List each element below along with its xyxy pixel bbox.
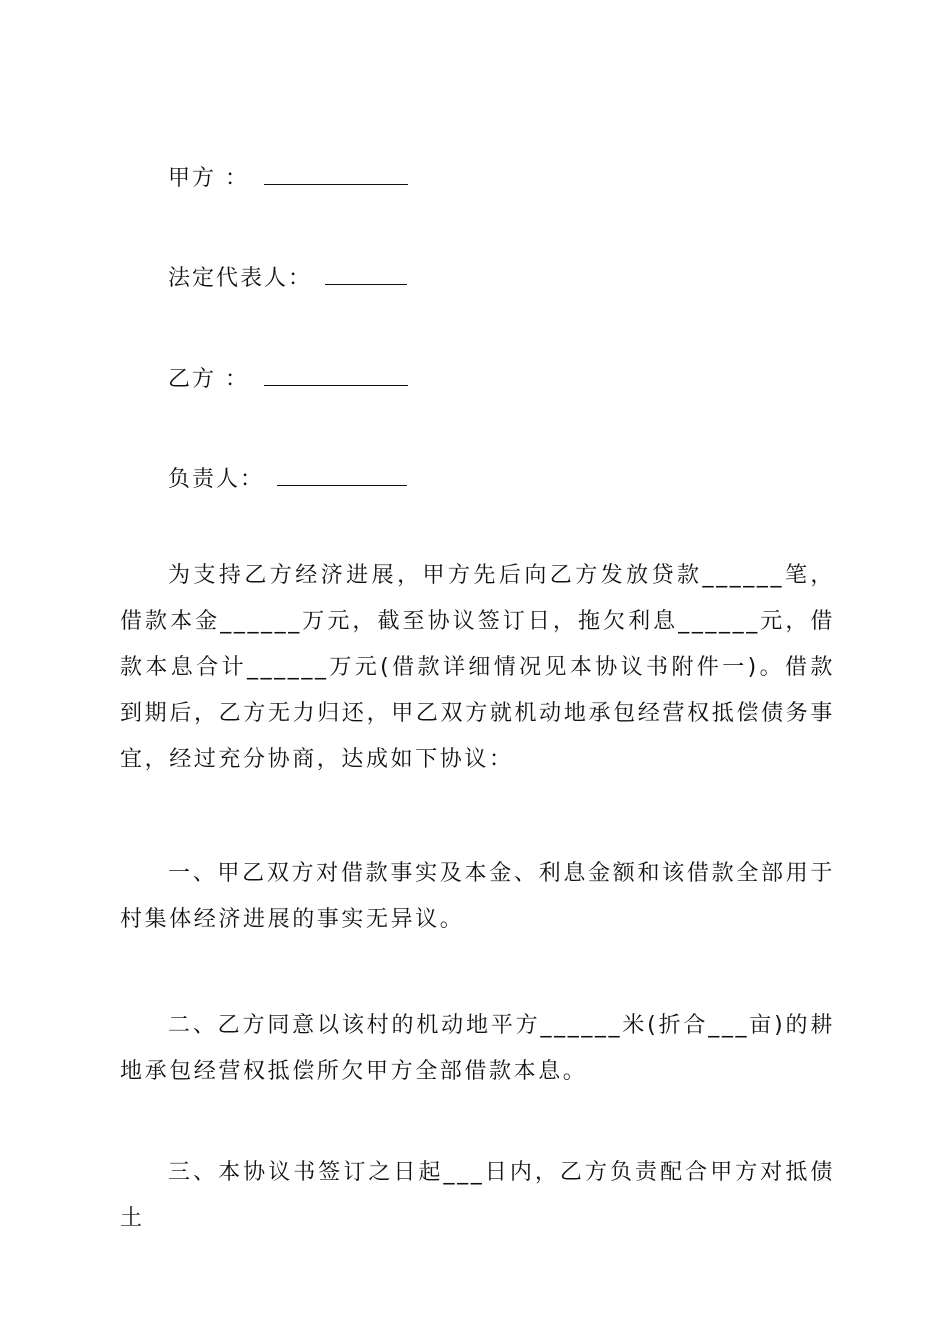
clause-3-paragraph: 三、本协议书签订之日起___日内，乙方负责配合甲方对抵债土 [120,1160,835,1231]
legal-rep-field [168,262,407,294]
party-b-blank [264,363,408,386]
legal-rep-label: 法定代表人： [168,266,313,291]
party-a-field [168,162,408,194]
clause-2-paragraph: 二、乙方同意以该村的机动地平方______米(折合___亩)的耕地承包经营权抵偿所欠甲方全部借款本息。 [120,1013,835,1084]
party-b-label: 乙方 ： [168,367,249,392]
responsible-label: 负责人： [168,467,265,492]
responsible-blank [277,463,407,486]
clause-1-paragraph: 一、甲乙双方对借款事实及本金、利息金额和该借款全部用于村集体经济进展的事实无异议。 [120,861,835,932]
party-a-blank [264,162,408,185]
party-a-label: 甲方 ： [168,166,249,191]
party-b-field [168,363,408,395]
intro-paragraph: 为支持乙方经济进展，甲方先后向乙方发放贷款______笔，借款本金______万元，截至协议签订日，拖欠利息______元，借款本息合计______万元(借款详细情况见本协议书附件一)。借款到期后，乙方无力归还，甲乙双方就机动地承包经营权抵偿债务事宜，经过充分协商，达成如下协议： [120,563,835,772]
legal-rep-blank [325,262,407,285]
responsible-field [168,463,407,495]
